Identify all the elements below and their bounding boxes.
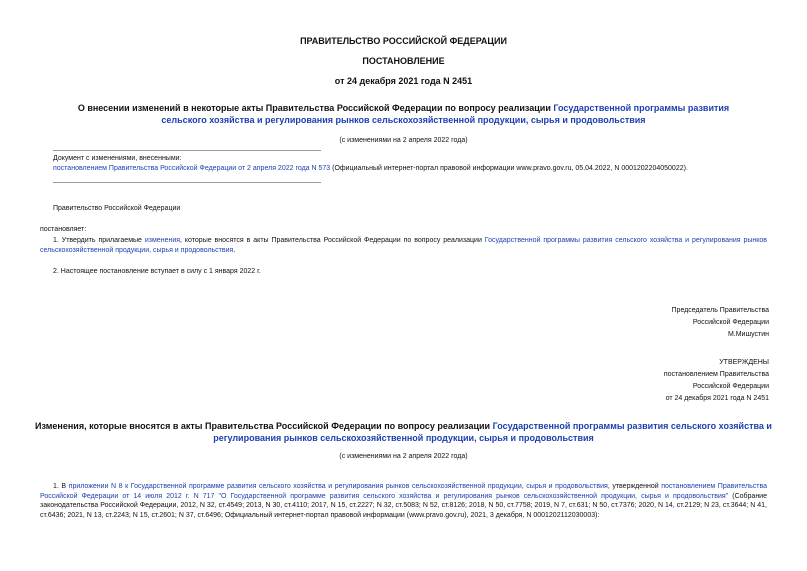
approved-line-1: УТВЕРЖДЕНЫ (719, 359, 769, 366)
changes-box (53, 154, 773, 173)
p1-text-b: , которые вносятся в акты Правительства Российской Федерации по вопросу реализации (180, 237, 485, 244)
p1-changes-link[interactable]: изменения (144, 237, 181, 244)
decrees-text: постановляет: (40, 226, 87, 233)
item1-text-b: , утвержденной (607, 483, 662, 490)
date-number: от 24 декабря 2021 года N 2451 (334, 76, 473, 86)
changes-title-text: Изменения, которые вносятся в акты Правительства Российской Федерации по вопросу реализации (35, 421, 493, 431)
item1-text-c: (Собрание законодательства Российской Федерации, 2012, N 32, ст.4549; 2013, N 30, ст.4110; 2017, N 15, ст.2227; N 32, ст.5083; N 52, ст.8126; 2018, N 50, ст.7758; 2019, N 7, ст.631; N 50, ст.7376; 2020, N 14, ст.2129; N 23, ст.3644; N 41, ст.6436; 2021, N 13, ст.2243; N 15, ст.2601; N 37, ст.6496; Официальный интернет-портал правовой информации (www.pravo.gov.ru), 2021, 3 декабря, N 0001202112030003): (40, 492, 767, 519)
document-title (60, 102, 747, 126)
changes-box-label: Документ с изменениями, внесенными: (53, 155, 182, 162)
p1-text-a: 1. Утвердить прилагаемые (53, 237, 145, 244)
item1-annex-link[interactable]: приложении N 8 к Государственной программе развития сельского хозяйства и регулирования рынков сельскохозяйственной продукции, сырья и продовольствия (68, 483, 608, 490)
signature-line-1: Председатель Правительства (671, 307, 769, 314)
amendment-note-2: (с изменениями на 2 апреля 2022 года) (339, 453, 468, 460)
signature-line-3: М.Мишустин (727, 331, 769, 338)
approved-line-2: постановлением Правительства (663, 371, 769, 378)
changes-title-program-link[interactable]: Государственной программы развития сельского хозяйства и регулирования рынков сельскохозяйственной продукции, сырья и продовольствия (213, 421, 772, 443)
changes-title (34, 420, 773, 444)
item-1 (40, 482, 767, 520)
signature-line-2: Российской Федерации (692, 319, 769, 326)
title-text: О внесении изменений в некоторые акты Правительства Российской Федерации по вопросу реализации (77, 103, 554, 113)
changes-box-top-rule (53, 150, 321, 151)
signature-block (672, 305, 769, 341)
approved-line-4: от 24 декабря 2021 года N 2451 (665, 395, 769, 402)
item1-text-a: 1. В (53, 483, 69, 490)
paragraph-2: 2. Настоящее постановление вступает в силу с 1 января 2022 г. (53, 268, 261, 275)
doc-type-heading: ПОСТАНОВЛЕНИЕ (362, 56, 445, 66)
approved-block (664, 357, 769, 405)
paragraph-1 (40, 236, 767, 255)
amendment-note: (с изменениями на 2 апреля 2022 года) (339, 137, 468, 144)
changes-decree-link[interactable]: постановлением Правительства Российской Федерации от 2 апреля 2022 года N 573 (53, 164, 331, 172)
changes-box-source: (Официальный интернет-портал правовой информации www.pravo.gov.ru, 05.04.2022, N 0001202204050022). (330, 164, 688, 172)
org-heading: ПРАВИТЕЛЬСТВО РОССИЙСКОЙ ФЕДЕРАЦИИ (300, 36, 507, 46)
item1-decree-link[interactable]: постановлением Правительства Российской Федерации от 14 июля 2012 г. N 717 "О Государственной программе развития сельского хозяйства и регулирования рынков сельскохозяйственной продукции, сырья и продовольствия" (40, 483, 767, 500)
approved-line-3: Российской Федерации (692, 383, 769, 390)
p1-text-c: . (233, 246, 236, 254)
p1-program-link[interactable]: Государственной программы развития сельского хозяйства и регулирования рынков сельскохозяйственной продукции, сырья и продовольствия (40, 237, 768, 254)
government-text: Правительство Российской Федерации (53, 205, 181, 212)
changes-box-bottom-rule (53, 182, 321, 183)
changes-box-line (53, 164, 773, 174)
title-program-link[interactable]: Государственной программы развития сельского хозяйства и регулирования рынков сельскохозяйственной продукции, сырья и продовольствия (161, 103, 730, 125)
